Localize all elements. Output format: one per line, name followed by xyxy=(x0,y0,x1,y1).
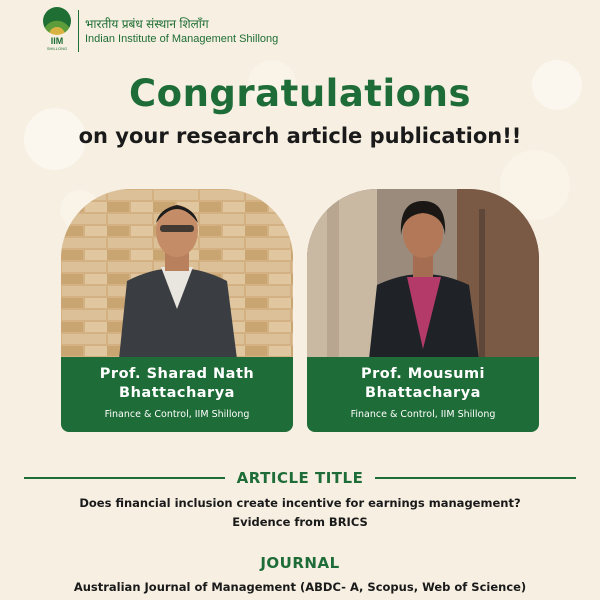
logo-text: IIM xyxy=(50,36,64,46)
article-heading: ARTICLE TITLE xyxy=(236,469,364,487)
article-title-line2: Evidence from BRICS xyxy=(232,515,368,529)
section-divider xyxy=(375,477,576,479)
institute-name xyxy=(85,16,278,47)
journal-name: Australian Journal of Management (ABDC- A, Scopus, Web of Science) xyxy=(73,580,527,594)
iim-shillong-logo xyxy=(42,7,72,55)
logo-subtext: SHILLONG xyxy=(46,46,68,51)
header-divider xyxy=(78,10,79,52)
article-title-line1: Does financial inclusion create incentive for earnings management? xyxy=(79,496,521,510)
institute-name-english: Indian Institute of Management Shillong xyxy=(85,32,279,45)
institute-header xyxy=(42,6,278,56)
article-title xyxy=(0,494,600,532)
author-name-line1: Prof. Sharad Nath xyxy=(99,366,255,382)
author-photo xyxy=(307,189,539,359)
headline-title: Congratulations xyxy=(129,72,471,115)
author-nameplate xyxy=(307,357,539,432)
author-card xyxy=(307,189,539,432)
article-section-header xyxy=(24,469,576,487)
author-nameplate xyxy=(61,357,293,432)
section-divider xyxy=(24,477,225,479)
author-name-line2: Bhattacharya xyxy=(119,385,235,401)
journal-heading: JOURNAL xyxy=(260,554,340,572)
institute-name-hindi: भारतीय प्रबंध संस्थान शिलाँग xyxy=(85,16,209,31)
headline-subtitle: on your research article publication!! xyxy=(78,124,522,148)
author-affiliation: Finance & Control, IIM Shillong xyxy=(350,409,496,420)
sun-emblem-icon xyxy=(43,7,71,35)
author-name-line2: Bhattacharya xyxy=(365,385,481,401)
author-name-line1: Prof. Mousumi xyxy=(360,366,486,382)
author-card xyxy=(61,189,293,432)
author-affiliation: Finance & Control, IIM Shillong xyxy=(104,409,250,420)
author-photo xyxy=(61,189,293,359)
